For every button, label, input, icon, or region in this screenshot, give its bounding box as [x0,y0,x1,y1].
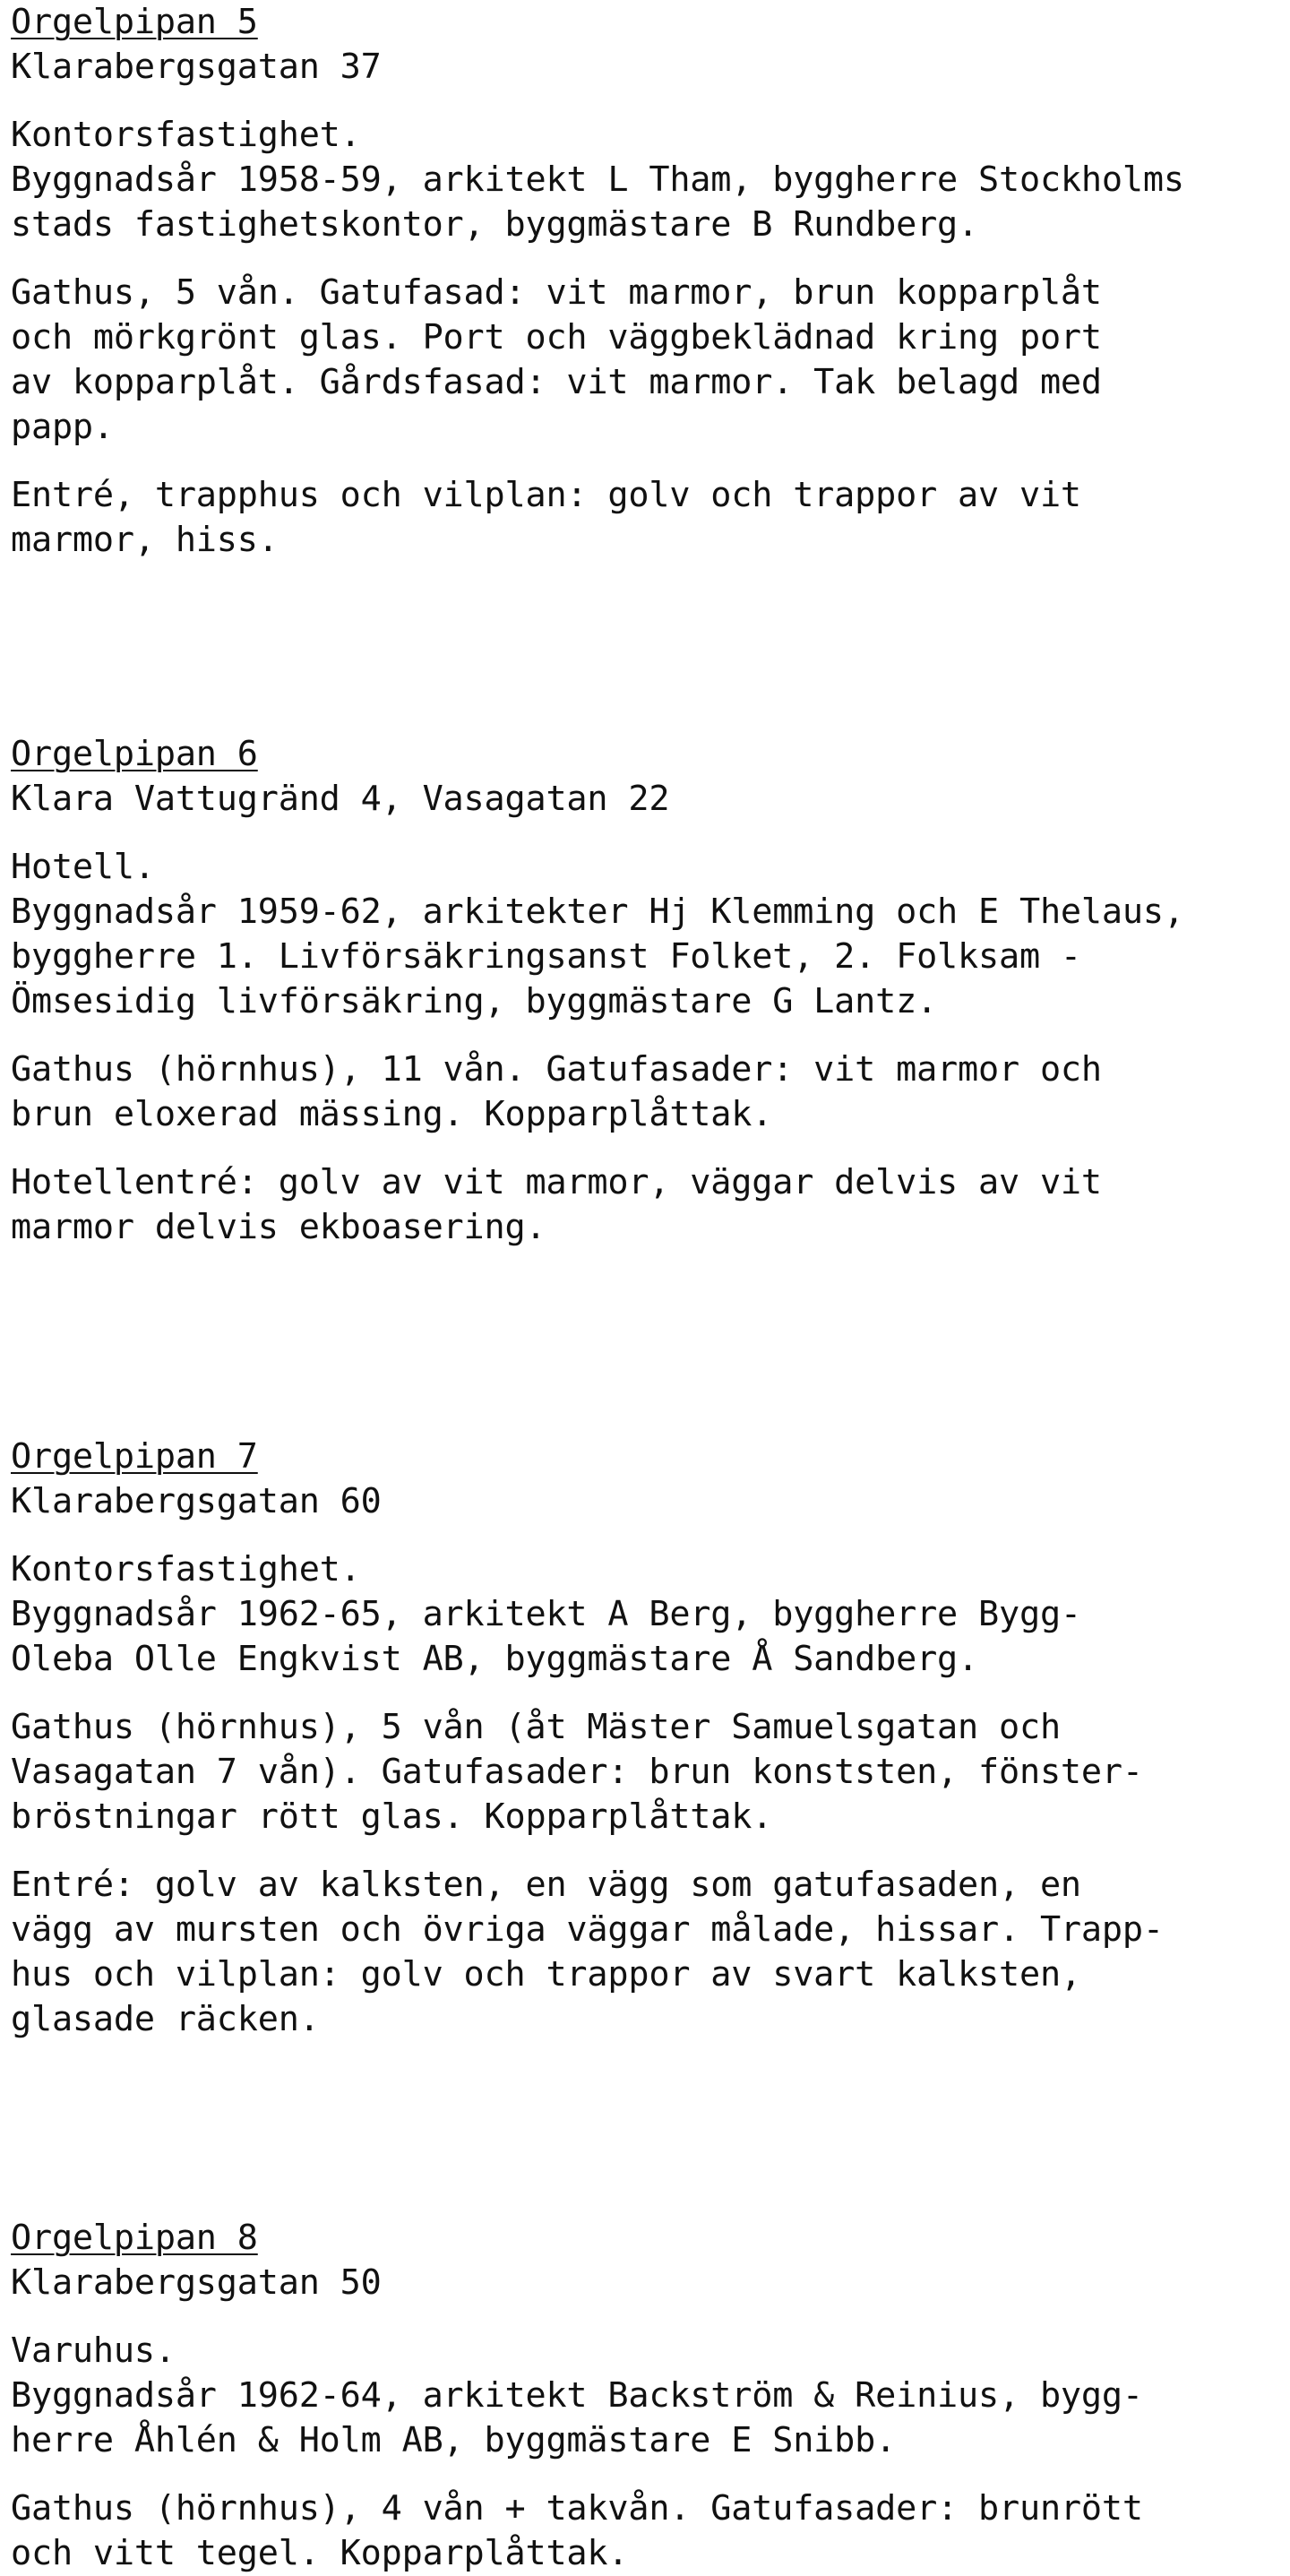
entry-address: Klara Vattugränd 4, Vasagatan 22 [11,779,670,819]
facade-line: Gathus (hörnhus), 11 vån. Gatufasader: vit marmor och [11,1049,1102,1090]
entry-type: Kontorsfastighet. [11,1549,361,1590]
property-entry-orgelpipan-7 [11,1434,1283,2042]
facade-line: Vasagatan 7 vån). Gatufasader: brun konststen, fönster- [11,1752,1143,1792]
entry-address: Klarabergsgatan 50 [11,2262,382,2303]
property-entry-orgelpipan-8 [11,2216,1283,2576]
entry-address: Klarabergsgatan 37 [11,47,382,87]
property-entry-orgelpipan-5 [11,0,1283,563]
facade-line: Gathus, 5 vån. Gatufasad: vit marmor, brun kopparplåt [11,272,1102,313]
construction-line: herre Åhlén & Holm AB, byggmästare E Snibb. [11,2420,897,2460]
property-entry-orgelpipan-6 [11,732,1283,1250]
construction-line: Byggnadsår 1958-59, arkitekt L Tham, byggherre Stockholms [11,159,1184,200]
facade-line: papp. [11,407,114,447]
facade-line: Gathus (hörnhus), 4 vån + takvån. Gatufasader: brunrött [11,2488,1143,2529]
entry-title: Orgelpipan 6 [11,734,258,774]
interior-line: marmor, hiss. [11,520,279,560]
construction-line: Ömsesidig livförsäkring, byggmästare G Lantz. [11,981,938,1021]
interior-line: glasade räcken. [11,1999,320,2039]
interior-line: marmor delvis ekboasering. [11,1207,546,1247]
entry-title: Orgelpipan 8 [11,2218,258,2258]
entry-type: Varuhus. [11,2330,176,2371]
construction-line: Byggnadsår 1959-62, arkitekter Hj Klemming och E Thelaus, [11,892,1184,932]
facade-line: av kopparplåt. Gårdsfasad: vit marmor. Tak belagd med [11,362,1102,402]
interior-line: hus och vilplan: golv och trappor av svart kalksten, [11,1954,1081,1994]
interior-line: Entré: golv av kalksten, en vägg som gatufasaden, en [11,1865,1081,1905]
entry-type: Hotell. [11,847,155,887]
facade-line: bröstningar rött glas. Kopparplåttak. [11,1796,773,1837]
facade-line: Gathus (hörnhus), 5 vån (åt Mäster Samuelsgatan och [11,1707,1061,1747]
construction-line: Byggnadsår 1962-65, arkitekt A Berg, byggherre Bygg- [11,1594,1081,1634]
facade-line: och mörkgrönt glas. Port och väggbeklädnad kring port [11,317,1102,358]
facade-line: och vitt tegel. Kopparplåttak. [11,2533,629,2573]
construction-line: Byggnadsår 1962-64, arkitekt Backström & Reinius, bygg- [11,2375,1143,2416]
construction-line: Oleba Olle Engkvist AB, byggmästare Å Sandberg. [11,1639,979,1679]
entry-title: Orgelpipan 5 [11,2,258,42]
entry-title: Orgelpipan 7 [11,1436,258,1477]
interior-line: vägg av mursten och övriga väggar målade, hissar. Trapp- [11,1909,1164,1950]
interior-line: Entré, trapphus och vilplan: golv och trappor av vit [11,475,1081,515]
facade-line: brun eloxerad mässing. Kopparplåttak. [11,1094,773,1134]
construction-line: byggherre 1. Livförsäkringsanst Folket, 2. Folksam - [11,936,1081,977]
interior-line: Hotellentré: golv av vit marmor, väggar delvis av vit [11,1162,1102,1202]
entry-type: Kontorsfastighet. [11,115,361,155]
construction-line: stads fastighetskontor, byggmästare B Rundberg. [11,204,979,245]
entry-address: Klarabergsgatan 60 [11,1481,382,1521]
